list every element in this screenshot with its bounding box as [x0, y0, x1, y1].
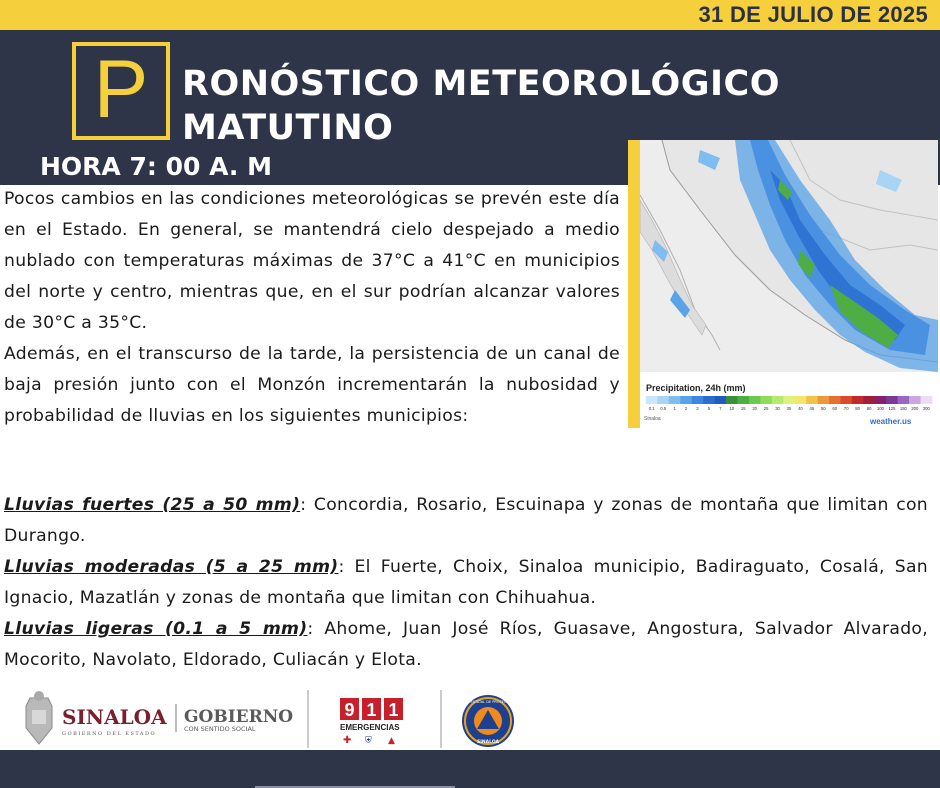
- legend-tick-label: 200: [911, 406, 919, 411]
- rain-heavy: [4, 490, 928, 552]
- legend-swatch: [772, 396, 784, 404]
- title-line-1: RONÓSTICO METEOROLÓGICO: [182, 64, 780, 104]
- legend-swatch: [909, 396, 921, 404]
- legend-tick-label: 40: [798, 406, 803, 411]
- legend-swatch: [760, 396, 772, 404]
- emergencias-text: EMERGENCIAS: [340, 723, 400, 732]
- rain-light: [4, 614, 928, 676]
- legend-tick-label: 35: [786, 406, 792, 411]
- rain-heavy-label: Lluvias fuertes (25 a 50 mm): [4, 495, 301, 515]
- sinaloa-shield-icon: [26, 691, 52, 744]
- legend-swatch: [898, 396, 910, 404]
- legend-swatch: [875, 396, 887, 404]
- legend-swatch: [657, 396, 669, 404]
- logos-strip: [0, 686, 940, 750]
- legend-swatch: [863, 396, 875, 404]
- legend-swatch: [818, 396, 830, 404]
- rain-list: [4, 490, 928, 676]
- legend-swatch: [703, 396, 715, 404]
- legend-swatch: [886, 396, 898, 404]
- legend-swatch: [921, 396, 933, 404]
- legend-tick-label: 1: [673, 406, 676, 411]
- legend-tick-label: 300: [922, 406, 930, 411]
- legend-tick-label: 0.1: [648, 406, 655, 411]
- rain-light-label: Lluvias ligeras (0.1 a 5 mm): [4, 619, 308, 639]
- legend-swatch: [795, 396, 807, 404]
- legend-tick-label: 90: [866, 406, 872, 411]
- police-icon: ⛨: [365, 736, 372, 746]
- date-bar: [0, 0, 940, 30]
- legend-swatch: [749, 396, 761, 404]
- precipitation-map: [628, 140, 938, 428]
- legend-tick-label: 70: [843, 406, 849, 411]
- page-title: [182, 62, 780, 150]
- forecast-body: [4, 184, 620, 432]
- legend-swatch: [783, 396, 795, 404]
- forecast-paragraph-2: Además, en el transcurso de la tarde, la persistencia de un canal de baja presión junto con el Monzón incrementarán la nubosidad y probabilidad de lluvias en los siguientes municipios:: [4, 344, 620, 426]
- rain-heavy-text: : Concordia, Rosario, Escuinapa y zonas de montaña que limitan con Durango.: [4, 495, 928, 546]
- map-brand: weather.us: [870, 417, 912, 426]
- footer-bar: [0, 750, 940, 788]
- legend-tick-label: 60: [832, 406, 838, 411]
- legend-tick-label: 7: [719, 406, 722, 411]
- legend-tick-label: 80: [855, 406, 860, 411]
- legend-tick-label: 10: [729, 406, 735, 411]
- legend-tick-label: 45: [809, 406, 815, 411]
- pc-ring-bottom-text: SINALOA: [476, 740, 500, 745]
- legend-tick-label: 100: [877, 406, 885, 411]
- legend-swatch: [680, 396, 692, 404]
- digit-1b: 1: [388, 700, 399, 720]
- gobierno-logo-text: GOBIERNO: [184, 707, 294, 727]
- legend-swatch: [726, 396, 738, 404]
- rain-moderate-label: Lluvias moderadas (5 a 25 mm): [4, 557, 339, 577]
- logos-graphic: [0, 686, 940, 750]
- legend-swatch: [692, 396, 704, 404]
- legend-tick-label: 15: [740, 406, 746, 411]
- legend-tick-label: 125: [888, 406, 896, 411]
- legend-tick-label: 0.5: [660, 406, 667, 411]
- legend-tick-label: 5: [707, 406, 711, 411]
- pc-ring-top-text: INSTITUTO ESTATAL DE PROTECCIÓN CIVIL: [450, 700, 526, 704]
- legend-swatch: [840, 396, 852, 404]
- legend-tick-label: 25: [763, 406, 769, 411]
- rain-moderate-text: : El Fuerte, Choix, Sinaloa municipio, Badiraguato, Cosalá, San Ignacio, Mazatlán y zonas de montaña que limitan con Chihuahua.: [4, 557, 928, 608]
- precipitation-map-graphic: [640, 140, 938, 428]
- title-line-2: MATUTINO: [182, 108, 394, 148]
- legend-tick-label: 50: [820, 406, 826, 411]
- svg-text:Sinaloa: Sinaloa: [644, 416, 661, 422]
- digit-9: 9: [344, 700, 355, 720]
- fire-icon: ▲: [388, 736, 395, 746]
- digit-1: 1: [366, 700, 377, 720]
- report-date: 31 DE JULIO DE 2025: [698, 2, 928, 27]
- legend-swatch: [829, 396, 841, 404]
- forecast-hour: HORA 7: 00 A. M: [40, 152, 272, 181]
- forecast-paragraph-1: Pocos cambios en las condiciones meteorológicas se prevén este día en el Estado. En general, se mantendrá cielo despejado a medio nublado con temperaturas máximas de 37°C a 41°C en municipios del norte y centro, mientras que, en el sur podrían alcanzar valores de 30°C a 35°C.: [4, 189, 620, 333]
- legend-swatch: [852, 396, 864, 404]
- legend-tick-label: 30: [775, 406, 780, 411]
- title-initial-box: [72, 42, 170, 140]
- legend-swatch: [738, 396, 750, 404]
- title-initial: P: [93, 44, 149, 135]
- proteccion-civil-logo: [451, 695, 525, 747]
- 911-emergencias-logo: [340, 698, 403, 746]
- sinaloa-logo-text: SINALOA: [62, 705, 167, 729]
- cross-icon: ✚: [343, 735, 352, 746]
- map-legend-title: Precipitation, 24h (mm): [646, 383, 746, 393]
- gobierno-logo-subtext: CON SENTIDO SOCIAL: [184, 725, 256, 733]
- legend-swatch: [646, 396, 658, 404]
- legend-swatch: [669, 396, 681, 404]
- legend-swatch: [806, 396, 818, 404]
- rain-moderate: [4, 552, 928, 614]
- sinaloa-logo-subtext: GOBIERNO DEL ESTADO: [62, 731, 157, 737]
- rain-light-text: : Ahome, Juan José Ríos, Guasave, Angostura, Salvador Alvarado, Mocorito, Navolato, Eldorado, Culiacán y Elota.: [4, 619, 928, 670]
- legend-tick-label: 2: [684, 406, 688, 411]
- legend-tick-label: 150: [899, 406, 907, 411]
- legend-tick-label: 20: [752, 406, 758, 411]
- legend-tick-label: 3: [696, 406, 699, 411]
- legend-swatch: [715, 396, 727, 404]
